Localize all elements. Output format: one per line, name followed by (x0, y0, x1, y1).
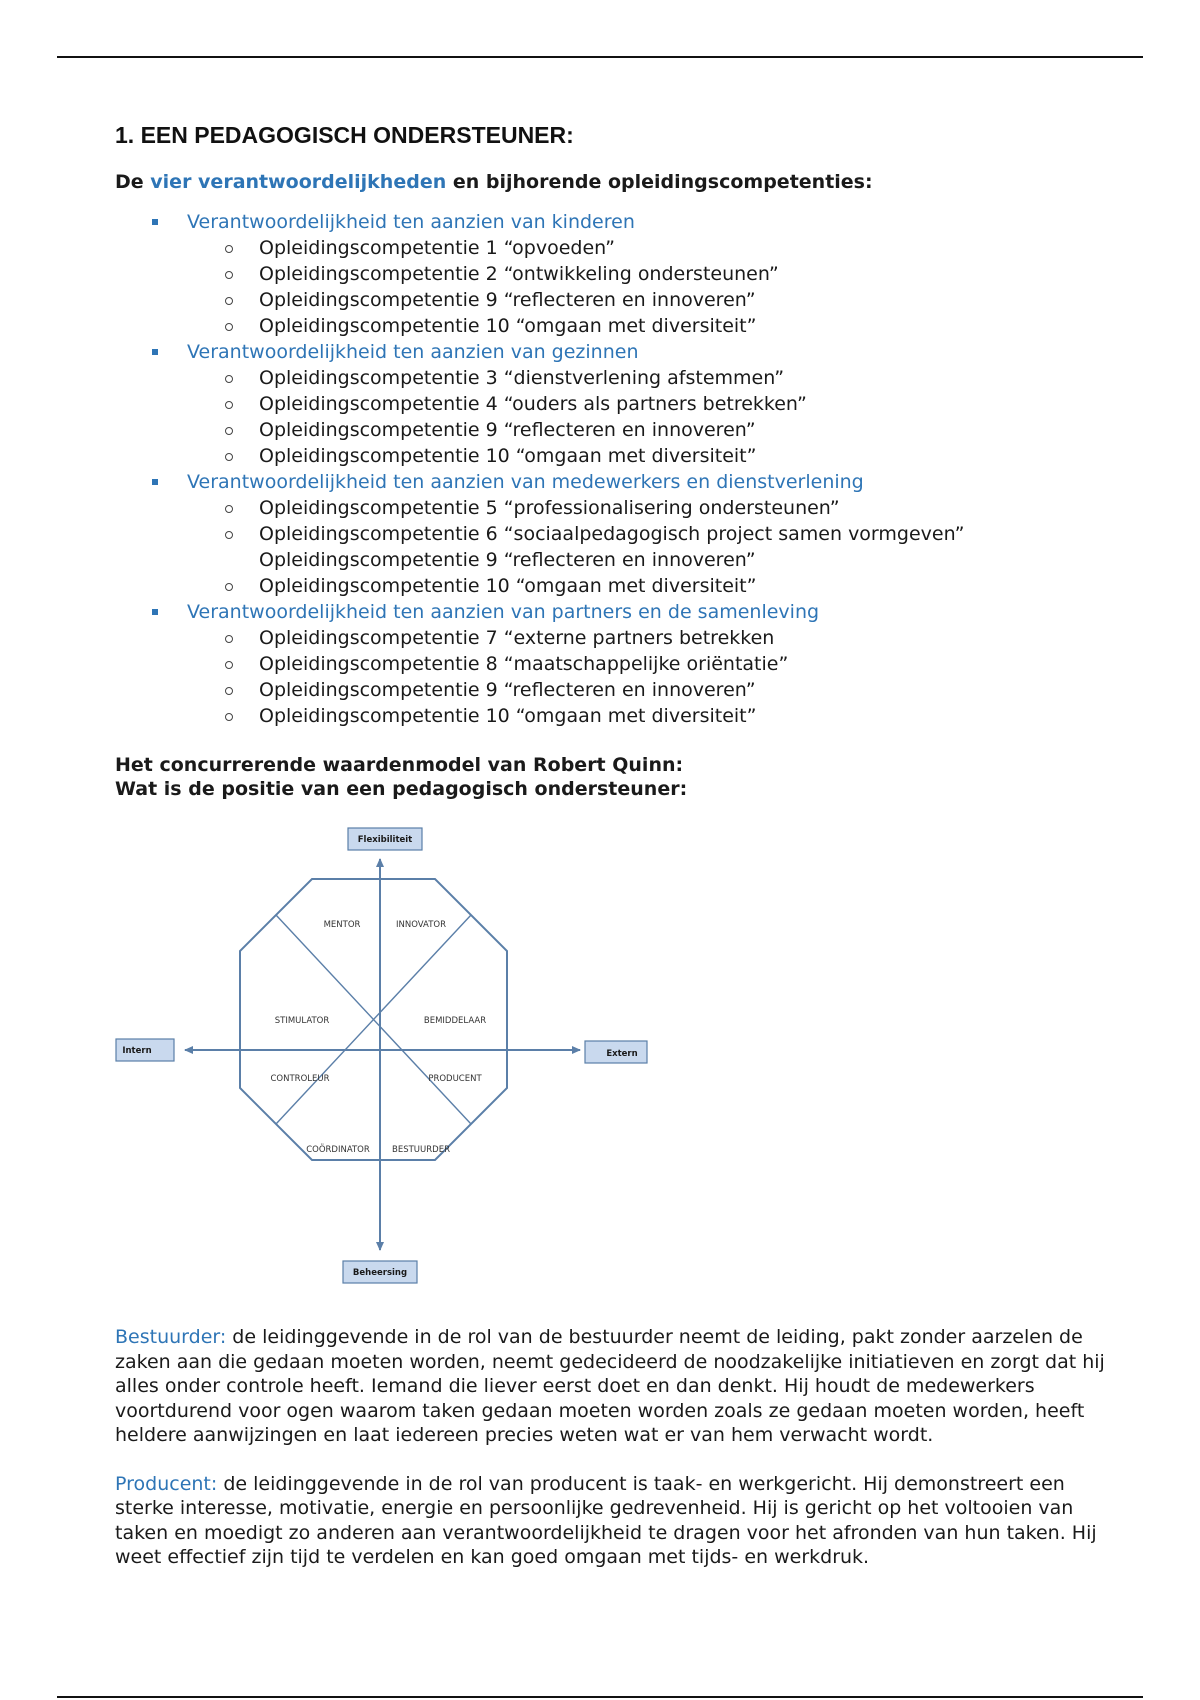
role-descriptions (115, 1325, 1105, 1570)
quinn-model-diagram (115, 825, 675, 1305)
competency-list (115, 365, 1105, 469)
intro-line (115, 171, 1105, 193)
responsibility-label (115, 469, 1105, 495)
circle-bullet-icon (225, 583, 233, 591)
role-bemiddelaar: BEMIDDELAAR (423, 1016, 487, 1026)
competency-text: Opleidingscompetentie 10 “omgaan met diversiteit” (259, 705, 757, 727)
square-bullet-icon (152, 349, 158, 355)
responsibility-item (115, 599, 1105, 729)
competency-text: Opleidingscompetentie 1 “opvoeden” (259, 237, 615, 259)
page-title: 1. EEN PEDAGOGISCH ONDERSTEUNER: (115, 122, 574, 148)
competency-item (115, 391, 1105, 417)
square-bullet-icon (152, 479, 158, 485)
competency-text: Opleidingscompetentie 2 “ontwikkeling ondersteunen” (259, 263, 779, 285)
responsibility-item (115, 209, 1105, 339)
responsibility-item (115, 469, 1105, 599)
competency-text: Opleidingscompetentie 9 “reflecteren en innoveren” (259, 419, 756, 441)
responsibility-item (115, 339, 1105, 469)
model-title-line-1: Het concurrerende waardenmodel van Robert Quinn: (115, 754, 684, 776)
competency-item (115, 703, 1105, 729)
circle-bullet-icon (225, 661, 233, 669)
role-stimulator: STIMULATOR (274, 1016, 330, 1026)
page-content (115, 122, 1105, 1594)
circle-bullet-icon (225, 297, 233, 305)
competency-list (115, 235, 1105, 339)
role-coordinator: COÖRDINATOR (306, 1145, 370, 1155)
circle-bullet-icon (225, 427, 233, 435)
description-bestuurder (115, 1325, 1105, 1448)
axis-label-left: Intern (122, 1046, 152, 1056)
competency-item (115, 677, 1105, 703)
competency-text: Opleidingscompetentie 5 “professionalisering ondersteunen” (259, 497, 840, 519)
competency-list (115, 625, 1105, 729)
role-controleur: CONTROLEUR (270, 1074, 330, 1084)
competency-item (115, 495, 1105, 521)
responsibility-label-text: Verantwoordelijkheid ten aanzien van partners en de samenleving (187, 601, 820, 623)
competency-item (115, 651, 1105, 677)
circle-bullet-icon (225, 323, 233, 331)
competency-text: Opleidingscompetentie 3 “dienstverlening afstemmen” (259, 367, 785, 389)
circle-bullet-icon (225, 505, 233, 513)
square-bullet-icon (152, 609, 158, 615)
competency-text: Opleidingscompetentie 9 “reflecteren en innoveren” (259, 289, 756, 311)
responsibility-label (115, 599, 1105, 625)
competency-text: Opleidingscompetentie 8 “maatschappelijke oriëntatie” (259, 653, 789, 675)
description-producent (115, 1472, 1105, 1570)
circle-bullet-icon (225, 713, 233, 721)
competency-item (115, 573, 1105, 599)
description-text: de leidinggevende in de rol van producent is taak- en werkgericht. Hij demonstreert een sterke interesse, motivatie, energie en persoonlijke gedrevenheid. Hij is gericht op het voltooien van taken en moedigt zo anderen aan verantwoordelijkheid te dragen voor het afronden van hun taken. Hij weet effectief zijn tijd te verdelen en kan goed omgaan met tijds- en werkdruk. (115, 1472, 1097, 1568)
model-title-line-2: Wat is de positie van een pedagogisch ondersteuner: (115, 778, 688, 800)
footer-rule (57, 1696, 1143, 1698)
responsibility-label (115, 209, 1105, 235)
description-term: Bestuurder: (115, 1326, 227, 1348)
responsibility-label-text: Verantwoordelijkheid ten aanzien van medewerkers en dienstverlening (187, 471, 864, 493)
intro-highlight: vier verantwoordelijkheden (150, 171, 447, 193)
responsibility-label (115, 339, 1105, 365)
role-innovator: INNOVATOR (396, 920, 446, 930)
competency-item (115, 625, 1105, 651)
responsibility-label-text: Verantwoordelijkheid ten aanzien van gezinnen (187, 341, 639, 363)
circle-bullet-icon (225, 245, 233, 253)
competency-item (115, 235, 1105, 261)
competency-item (115, 261, 1105, 287)
competency-text: Opleidingscompetentie 4 “ouders als partners betrekken” (259, 393, 807, 415)
competency-item (115, 365, 1105, 391)
competency-item (115, 417, 1105, 443)
square-bullet-icon (152, 219, 158, 225)
circle-bullet-icon (225, 531, 233, 539)
circle-bullet-icon (225, 687, 233, 695)
axis-label-right: Extern (606, 1049, 638, 1059)
competency-item (115, 313, 1105, 339)
model-title (115, 753, 1105, 801)
competency-text: Opleidingscompetentie 9 “reflecteren en innoveren” (259, 679, 756, 701)
competency-text: Opleidingscompetentie 7 “externe partners betrekken (259, 627, 775, 649)
competency-text: Opleidingscompetentie 9 “reflecteren en innoveren” (259, 549, 756, 571)
competency-list (115, 495, 1105, 599)
circle-bullet-icon (225, 401, 233, 409)
intro-prefix: De (115, 171, 151, 193)
competency-item (115, 443, 1105, 469)
circle-bullet-icon (225, 271, 233, 279)
circle-bullet-icon (225, 635, 233, 643)
description-text: de leidinggevende in de rol van de bestuurder neemt de leiding, pakt zonder aarzelen de zaken aan die gedaan moeten worden, neemt gedecideerd de noodzakelijke initiatieven en zorgt dat hij alles onder controle heeft. Iemand die liever eerst doet en dan denkt. Hij houdt de medewerkers voortdurend voor ogen waarom taken gedaan moeten worden zoals ze gedaan moeten worden, heeft heldere aanwijzingen en laat iedereen precies weten wat er van hem verwacht wordt. (115, 1326, 1105, 1446)
intro-suffix: en bijhorende opleidingscompetenties: (446, 171, 873, 193)
role-mentor: MENTOR (323, 920, 361, 930)
axis-label-bottom: Beheersing (352, 1268, 408, 1278)
circle-bullet-icon (225, 375, 233, 383)
quinn-model-svg (115, 825, 675, 1305)
header-rule (57, 56, 1143, 58)
responsibility-label-text: Verantwoordelijkheid ten aanzien van kinderen (187, 211, 635, 233)
circle-bullet-icon (225, 453, 233, 461)
role-bestuurder: BESTUURDER (392, 1145, 450, 1155)
axis-label-top: Flexibiliteit (357, 835, 413, 845)
competency-text: Opleidingscompetentie 10 “omgaan met diversiteit” (259, 445, 757, 467)
competency-text: Opleidingscompetentie 10 “omgaan met diversiteit” (259, 315, 757, 337)
competency-item (115, 521, 1105, 547)
role-producent: PRODUCENT (428, 1074, 482, 1084)
competency-text: Opleidingscompetentie 10 “omgaan met diversiteit” (259, 575, 757, 597)
responsibility-list (115, 209, 1105, 729)
competency-item (115, 547, 1105, 573)
competency-text: Opleidingscompetentie 6 “sociaalpedagogisch project samen vormgeven” (259, 523, 965, 545)
competency-item (115, 287, 1105, 313)
description-term: Producent: (115, 1472, 218, 1495)
